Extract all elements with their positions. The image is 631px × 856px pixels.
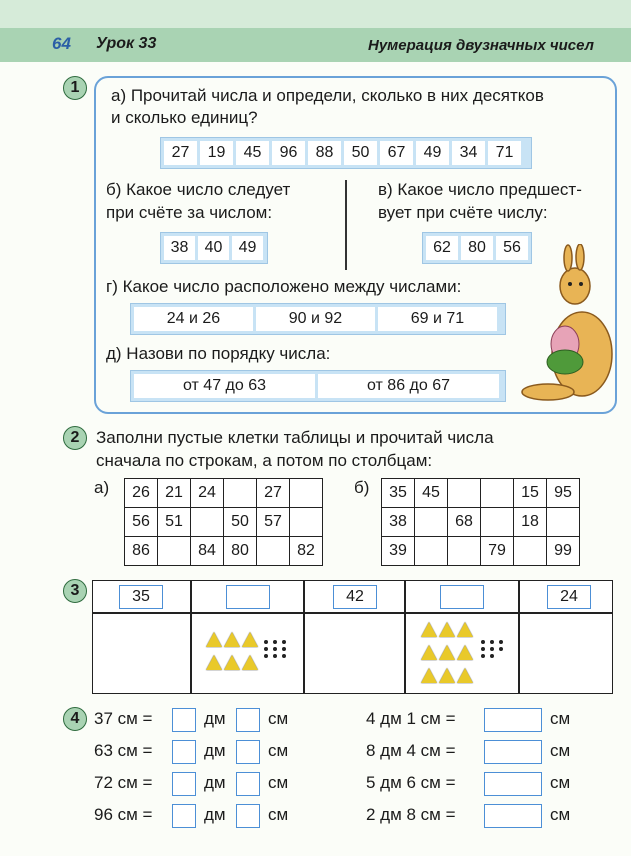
pair-cell: 69 и 71 <box>378 307 497 331</box>
triangle-icon <box>439 622 455 637</box>
topic-title: Нумерация двузначных чисел <box>368 37 594 54</box>
table-cell: 84 <box>191 537 224 566</box>
unit-cm: см <box>268 773 289 792</box>
table-row <box>125 508 323 537</box>
cm-expression: 96 см = <box>94 805 153 824</box>
task-1a-line1: а) Прочитай числа и определи, сколько в них десятков <box>111 86 544 105</box>
number-cell: 67 <box>380 141 413 165</box>
range-cell: от 47 до 63 <box>134 374 315 398</box>
triangle-icon <box>224 655 240 670</box>
dm-cm-expression: 5 дм 6 см = <box>366 773 456 792</box>
task-1d-ranges-strip <box>130 370 506 402</box>
answer-box-cm[interactable] <box>236 804 260 828</box>
answer-box-total-cm[interactable] <box>484 804 542 828</box>
table-cell: 27 <box>257 479 290 508</box>
task-1v-line1: в) Какое число предшест- <box>378 180 582 199</box>
task-3-number: 3 <box>63 579 87 603</box>
triangle-icon <box>457 622 473 637</box>
triangle-icon <box>439 645 455 660</box>
task-1b-line1: б) Какое число следует <box>106 180 291 199</box>
empty-table-cell[interactable] <box>224 479 257 508</box>
task-1a-number-strip <box>160 137 532 169</box>
number-cell: 56 <box>496 236 528 260</box>
empty-table-cell[interactable] <box>191 508 224 537</box>
unit-cm: см <box>268 741 289 760</box>
table-cell: 24 <box>191 479 224 508</box>
table-row <box>125 537 323 566</box>
answer-box-cm[interactable] <box>236 708 260 732</box>
task-1d-text: д) Назови по порядку числа: <box>106 344 331 363</box>
number-cell: 88 <box>308 141 341 165</box>
triangle-icon <box>421 645 437 660</box>
table-cell: 39 <box>382 537 415 566</box>
triangle-icon <box>224 632 240 647</box>
task-3-box-5[interactable]: 24 <box>547 585 591 609</box>
triangle-icon <box>242 655 258 670</box>
table-cell: 26 <box>125 479 158 508</box>
number-cell: 45 <box>236 141 269 165</box>
answer-box-dm[interactable] <box>172 740 196 764</box>
table-b <box>381 478 580 566</box>
empty-table-cell[interactable] <box>415 537 448 566</box>
task-2-line2: сначала по строкам, а потом по столбцам: <box>96 451 433 470</box>
range-cell: от 86 до 67 <box>318 374 499 398</box>
table-cell: 95 <box>547 479 580 508</box>
number-cell: 49 <box>416 141 449 165</box>
dm-cm-expression: 8 дм 4 см = <box>366 741 456 760</box>
cm-expression: 72 см = <box>94 773 153 792</box>
table-row <box>382 508 580 537</box>
task-1g-text: г) Какое число расположено между числами: <box>106 277 462 296</box>
empty-table-cell[interactable] <box>481 479 514 508</box>
triangle-icon <box>421 668 437 683</box>
table-row <box>382 479 580 508</box>
task-4-number: 4 <box>63 707 87 731</box>
pair-cell: 90 и 92 <box>256 307 375 331</box>
task-3-box-2[interactable] <box>226 585 270 609</box>
task-1v-line2: вует при счёте числу: <box>378 203 548 222</box>
table-cell: 51 <box>158 508 191 537</box>
answer-box-total-cm[interactable] <box>484 708 542 732</box>
answer-box-dm[interactable] <box>172 708 196 732</box>
unit-dm: дм <box>204 709 226 728</box>
task-3-box-3[interactable]: 42 <box>333 585 377 609</box>
kangaroo-illustration <box>520 244 620 406</box>
table-cell: 45 <box>415 479 448 508</box>
task-3-col-line <box>404 580 406 694</box>
number-cell: 40 <box>198 236 229 260</box>
table-cell: 18 <box>514 508 547 537</box>
unit-cm: см <box>550 741 571 760</box>
divider <box>345 180 347 270</box>
triangle-icon <box>457 668 473 683</box>
unit-cm: см <box>268 709 289 728</box>
table-cell: 56 <box>125 508 158 537</box>
dm-cm-expression: 2 дм 8 см = <box>366 805 456 824</box>
empty-table-cell[interactable] <box>290 479 323 508</box>
task-1g-pairs-strip <box>130 303 506 335</box>
table-row <box>125 479 323 508</box>
dots-group-1 <box>264 640 288 658</box>
number-cell: 96 <box>272 141 305 165</box>
unit-cm: см <box>268 805 289 824</box>
page-number: 64 <box>52 34 71 53</box>
triangle-icon <box>457 645 473 660</box>
table-cell: 80 <box>224 537 257 566</box>
triangles-group-1 <box>205 632 259 675</box>
answer-box-cm[interactable] <box>236 740 260 764</box>
triangles-group-2 <box>420 622 474 688</box>
dots-group-2 <box>481 640 505 658</box>
empty-table-cell[interactable] <box>514 537 547 566</box>
table-cell: 35 <box>382 479 415 508</box>
dm-cm-expression: 4 дм 1 см = <box>366 709 456 728</box>
task-3-col-line <box>190 580 192 694</box>
empty-table-cell[interactable] <box>257 537 290 566</box>
task-2b-label: б) <box>354 478 370 497</box>
triangle-icon <box>242 632 258 647</box>
table-cell: 99 <box>547 537 580 566</box>
answer-box-dm[interactable] <box>172 804 196 828</box>
table-row <box>382 537 580 566</box>
task-3-row-line <box>92 612 613 614</box>
number-cell: 71 <box>488 141 521 165</box>
triangle-icon <box>439 668 455 683</box>
number-cell: 62 <box>426 236 458 260</box>
unit-dm: дм <box>204 773 226 792</box>
number-cell: 19 <box>200 141 233 165</box>
task-1v-number-strip <box>422 232 532 264</box>
unit-dm: дм <box>204 805 226 824</box>
table-cell: 57 <box>257 508 290 537</box>
lesson-title: Урок 33 <box>96 35 157 52</box>
table-cell: 50 <box>224 508 257 537</box>
task-2-line1: Заполни пустые клетки таблицы и прочитай числа <box>96 428 494 447</box>
triangle-icon <box>206 632 222 647</box>
table-cell: 21 <box>158 479 191 508</box>
task-1b-line2: при счёте за числом: <box>106 203 273 222</box>
number-cell: 38 <box>164 236 195 260</box>
task-3-col-line <box>303 580 305 694</box>
answer-box-total-cm[interactable] <box>484 772 542 796</box>
pair-cell: 24 и 26 <box>134 307 253 331</box>
table-cell: 68 <box>448 508 481 537</box>
unit-cm: см <box>550 709 571 728</box>
table-cell: 82 <box>290 537 323 566</box>
cm-expression: 63 см = <box>94 741 153 760</box>
empty-table-cell[interactable] <box>415 508 448 537</box>
empty-table-cell[interactable] <box>448 537 481 566</box>
table-cell: 79 <box>481 537 514 566</box>
answer-box-total-cm[interactable] <box>484 740 542 764</box>
empty-table-cell[interactable] <box>547 508 580 537</box>
answer-box-cm[interactable] <box>236 772 260 796</box>
number-cell: 50 <box>344 141 377 165</box>
task-1a-line2: и сколько единиц? <box>111 108 258 127</box>
unit-dm: дм <box>204 741 226 760</box>
number-cell: 27 <box>164 141 197 165</box>
number-cell: 80 <box>461 236 493 260</box>
table-a <box>124 478 323 566</box>
empty-table-cell[interactable] <box>290 508 323 537</box>
task-3-col-line <box>518 580 520 694</box>
task-2-number: 2 <box>63 426 87 450</box>
task-3-box-4[interactable] <box>440 585 484 609</box>
table-cell: 38 <box>382 508 415 537</box>
task-2a-label: а) <box>94 478 110 497</box>
empty-table-cell[interactable] <box>481 508 514 537</box>
table-cell: 86 <box>125 537 158 566</box>
task-1b-number-strip <box>160 232 268 264</box>
triangle-icon <box>421 622 437 637</box>
unit-cm: см <box>550 805 571 824</box>
empty-table-cell[interactable] <box>448 479 481 508</box>
cm-expression: 37 см = <box>94 709 153 728</box>
triangle-icon <box>206 655 222 670</box>
empty-table-cell[interactable] <box>158 537 191 566</box>
unit-cm: см <box>550 773 571 792</box>
number-cell: 34 <box>452 141 485 165</box>
table-cell: 15 <box>514 479 547 508</box>
task-1-number: 1 <box>63 76 87 100</box>
task-3-box-1[interactable]: 35 <box>119 585 163 609</box>
answer-box-dm[interactable] <box>172 772 196 796</box>
number-cell: 49 <box>232 236 263 260</box>
